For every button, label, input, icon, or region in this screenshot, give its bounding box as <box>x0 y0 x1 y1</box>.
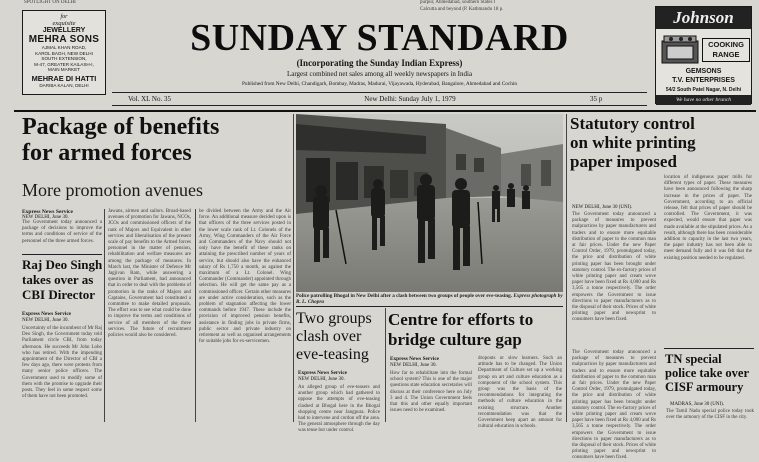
raj-body: Uncertainty of the incumbent of Mr Raj Deo Singh, the Government today told Parliament circle CBI, from today afternoon. He succeeds Mr John Lobo who has retired. With the impending appointment of the Director of CBI a few days ago, there were protests from many senior police officers. The Government used to modify some of them with the promise to upgrade their posts. They feel in some respect some of them have not been promoted. <box>22 326 102 400</box>
two-groups-headline-1: Two groups <box>296 310 372 327</box>
ad-right-dealer2: T.V. ENTERPRISES <box>672 77 735 84</box>
ad-left-addr4: M-47, GREATER KAILASH-I, <box>34 61 94 67</box>
photo-credit: Express photograph by R. L. Chopra <box>296 293 563 305</box>
ad-johnson <box>655 6 752 104</box>
ad-left-addr2: KAROL BAGH, NEW DELHI <box>35 50 93 56</box>
ad-right-product2: RANGE <box>712 50 740 59</box>
ad-left-addr5: MAIN MARKET <box>48 67 80 73</box>
top-right-snippet-2: Calcutta and beyond (P. Kathmandu 18 p. <box>420 7 504 12</box>
ad-left-addr3: SOUTH EXTENSION, <box>41 56 87 62</box>
statutory-dateline: NEW DELHI, June 30 (UNI). <box>572 205 633 210</box>
photo-caption-block <box>296 293 563 305</box>
tn-dateline: MADRAS, June 30 (UNI). <box>670 402 725 407</box>
masthead-price: 35 p <box>590 95 603 103</box>
ad-right-dealer1: GEMSONS <box>685 68 722 75</box>
masthead-title: SUNDAY STANDARD <box>190 17 569 59</box>
raj-dateline: NEW DELHI, June 30. <box>22 318 69 323</box>
lead-subhead: More promotion avenues <box>22 180 203 200</box>
masthead-subtitle: (Incorporating the Sunday Indian Express) <box>296 58 463 68</box>
top-left-snippet: SPOTLIGHT ON DELHI <box>24 0 76 5</box>
tn-headline-2: police take over <box>665 366 750 380</box>
centre-body-1: How far to rehabilitate into the formal school system? This is one of the major questions state education secretaries will discuss at their conference here on July 3 and 4. The Union Government feels that this and other equally important issues need to be examined. <box>390 371 472 414</box>
cooking-range-icon <box>661 35 699 65</box>
statutory-body: The Government today announced a package of measures to prevent malpractices by paper manufacturers and traders and to ensure more equitable distribution of paper to the common man at fair prices. Under the new Paper Control Order, 1979, promulgated today, the price and distribution of white printing paper has been brought under statutory control. The ex-factory prices of white printing paper and cream wove paper have been fixed at Rs 4,000 and Rs 3,565 a tonne respectively. The order empowers the Government to issue directions to paper manufacturers as to the disposal of their stock. Prices of white printing paper and newsprint to consumers have been fixed. <box>572 212 656 323</box>
ad-left-brand2: MEHRAE DI HATTI <box>31 73 97 83</box>
centre-headline-2: bridge culture gap <box>388 330 522 349</box>
ad-left-line2: exquisite <box>52 20 76 27</box>
ad-right-product1: COOKING <box>708 40 744 49</box>
two-groups-headline-3: eve-teasing <box>296 346 369 363</box>
masthead-tagline: Largest combined net sales among all weekly newspapers in India <box>286 70 473 78</box>
centre-dateline: NEW DELHI, June 30. <box>390 363 437 368</box>
lead-intro: The Government today announced a package of decisions to improve the terms and conditions of service of the personnel of the three armed forces. <box>22 220 102 244</box>
centre-headline-1: Centre for efforts to <box>388 310 534 329</box>
tn-body: The Tamil Nadu special police today took over the armoury of the CISF in the city. <box>666 409 754 421</box>
ad-mehra-sons <box>22 10 106 95</box>
photo-caption: Police patrolling Bhogal in New Delhi after a clash between two groups of people over eve-teasing. <box>296 293 513 299</box>
statutory-headline-2: on white printing <box>570 133 696 152</box>
lead-headline-2: for armed forces <box>22 140 192 166</box>
two-groups-body: An alleged group of eve-teasers and another group which had gathered to oppose the attempts of eve-teasing clashed at Bhogal here in the Bhogal shopping centre near Jangpura. Police had to intervene and cordon off the area. The general atmosphere through the day was tense but under control. <box>298 385 380 434</box>
lead-col-2: Jawans, airmen and sailors. Broad-based avenues of promotion for Jawans, NCOs, JCOs and commissioned officers of the rank of Majors and Equivalent in other services and liberalisation of the present scale of pay benefits to the Armed forces personnel in the matter of pension, rehabilitation and welfare measures are among the package of measures. In March last, the Minister of Defence Mr Jagjivan Ram, while answering a question in Parliament, had announced that in order to deal with the problems of promotion in the ranks of Majors and Captains, Government had constituted a committee to make detailed proposals. The effort was to see what could be done to improve the terms and conditions of service of all members of the three services. The future of recruitment policies would also be considered. <box>108 209 191 339</box>
top-right-snippet-1: purpur, Ahmedabad, southern States t <box>420 0 496 5</box>
ad-left-brand: MEHRA SONS <box>28 34 100 45</box>
masthead-published: Published from New Delhi, Chandigarh, Bombay, Madras, Madurai, Vijayawada, Hyderabad, Bangalore, Ahmedabad and Cochin <box>241 81 518 87</box>
tn-headline-3: CISF armoury <box>665 380 744 394</box>
lead-headline-1: Package of benefits <box>22 114 220 140</box>
ad-right-slogan: We have no other branch <box>656 95 751 105</box>
two-groups-headline-2: clash over <box>296 328 362 345</box>
ad-left-line1: for <box>60 14 68 20</box>
ad-left-line3: JEWELLERY <box>42 27 86 34</box>
tn-headline-1: TN special <box>665 352 722 366</box>
lead-byline: Express News Service <box>22 209 73 215</box>
statutory-col-2: location of indigenous paper mills for different types of paper. These measures have been announced following the sharp increase in the prices of paper. The Government, according to an official release, felt that prices of paper should be controlled. The Government, it was expected, would ensure that paper was made available at the stipulated prices. As a result, although there has been considerable addition to capacity in the last two years, the paper industry has not been able to meet demand fully and it was felt that the existing position needed to be regulated. <box>664 175 752 261</box>
statutory-continued: The Government today announced a package of measures to prevent malpractices by paper manufacturers and traders and to ensure more equitable distribution of paper to the common man at fair prices. Under the new Paper Control Order, 1979, promulgated today, the price and distribution of white printing paper has been brought under statutory control. The ex-factory prices of white printing paper and cream wove paper have been fixed at Rs 4,000 and Rs 3,565 a tonne respectively. The order empowers the Government to issue directions to paper manufacturers as to the disposal of their stock. Prices of white printing paper and newsprint to consumers have been fixed. <box>572 350 656 461</box>
police-patrol-photo <box>296 114 563 292</box>
ad-left-addr6: DARIBA KALAN, DELHI <box>39 82 89 88</box>
raj-headline-3: CBI Director <box>22 287 96 302</box>
raj-headline-1: Raj Deo Singh <box>22 257 103 272</box>
centre-body-2: dropouts or slow learners. Such an attitude has to be changed. The Union Department of Culture set up a working group on art and culture education as a component of the school system. This group was the basis of the recommendations for integrating the methods of culture education in the existing structure. Another recommendation was that the Government keep apart an amount for cultural education in schools. <box>478 356 562 430</box>
lead-col-3: be divided between the Army and the Air force. An additional measure decided upon is that officers of the three services posted in the lower scale rank of Lt. Colonels of the Army, Wing Commanders of the Air Force and Commanders of the Navy should not only have the benefit of these ranks on attaining the prescribed number of years of service, but should also have the enhanced salary of Rs 1,750 a month, as against the maximum of a Lt. Colonel. Wing Commander (Commander) appointed through selection. He will get the same pay as a commissioned officer. Certain other measures are under active consideration, such as the problem of stagnation affecting the lower commands before 1947. These include the provision of improved pension benefits, assistance in finding jobs in private firms, public sector and private industry on retirement as well as organised arrangements for suitable jobs for ex-servicemen. <box>199 209 291 345</box>
lead-col-1 <box>22 209 102 255</box>
raj-byline: Express News Service <box>22 311 72 317</box>
news-photo <box>296 114 563 292</box>
statutory-headline-1: Statutory control <box>570 114 695 133</box>
centre-byline: Express News Service <box>390 356 440 362</box>
two-groups-dateline: NEW DELHI, June 30. <box>298 377 345 382</box>
ad-right-brand: Johnson <box>656 7 751 29</box>
two-groups-byline: Express News Service <box>298 370 348 376</box>
ad-left-addr1: AJMAL KHAN ROAD, <box>41 45 87 50</box>
ad-right-address: 54/2 South Patel Nagar, N. Delhi <box>665 87 742 93</box>
statutory-headline-3: paper imposed <box>570 152 677 171</box>
masthead-date: New Delhi: Sunday July 1, 1979 <box>364 95 456 103</box>
lead-dateline: NEW DELHI, June 30. <box>22 215 69 220</box>
raj-headline-2: takes over as <box>22 272 94 287</box>
masthead-volume: Vol. XL No. 35 <box>128 95 171 103</box>
